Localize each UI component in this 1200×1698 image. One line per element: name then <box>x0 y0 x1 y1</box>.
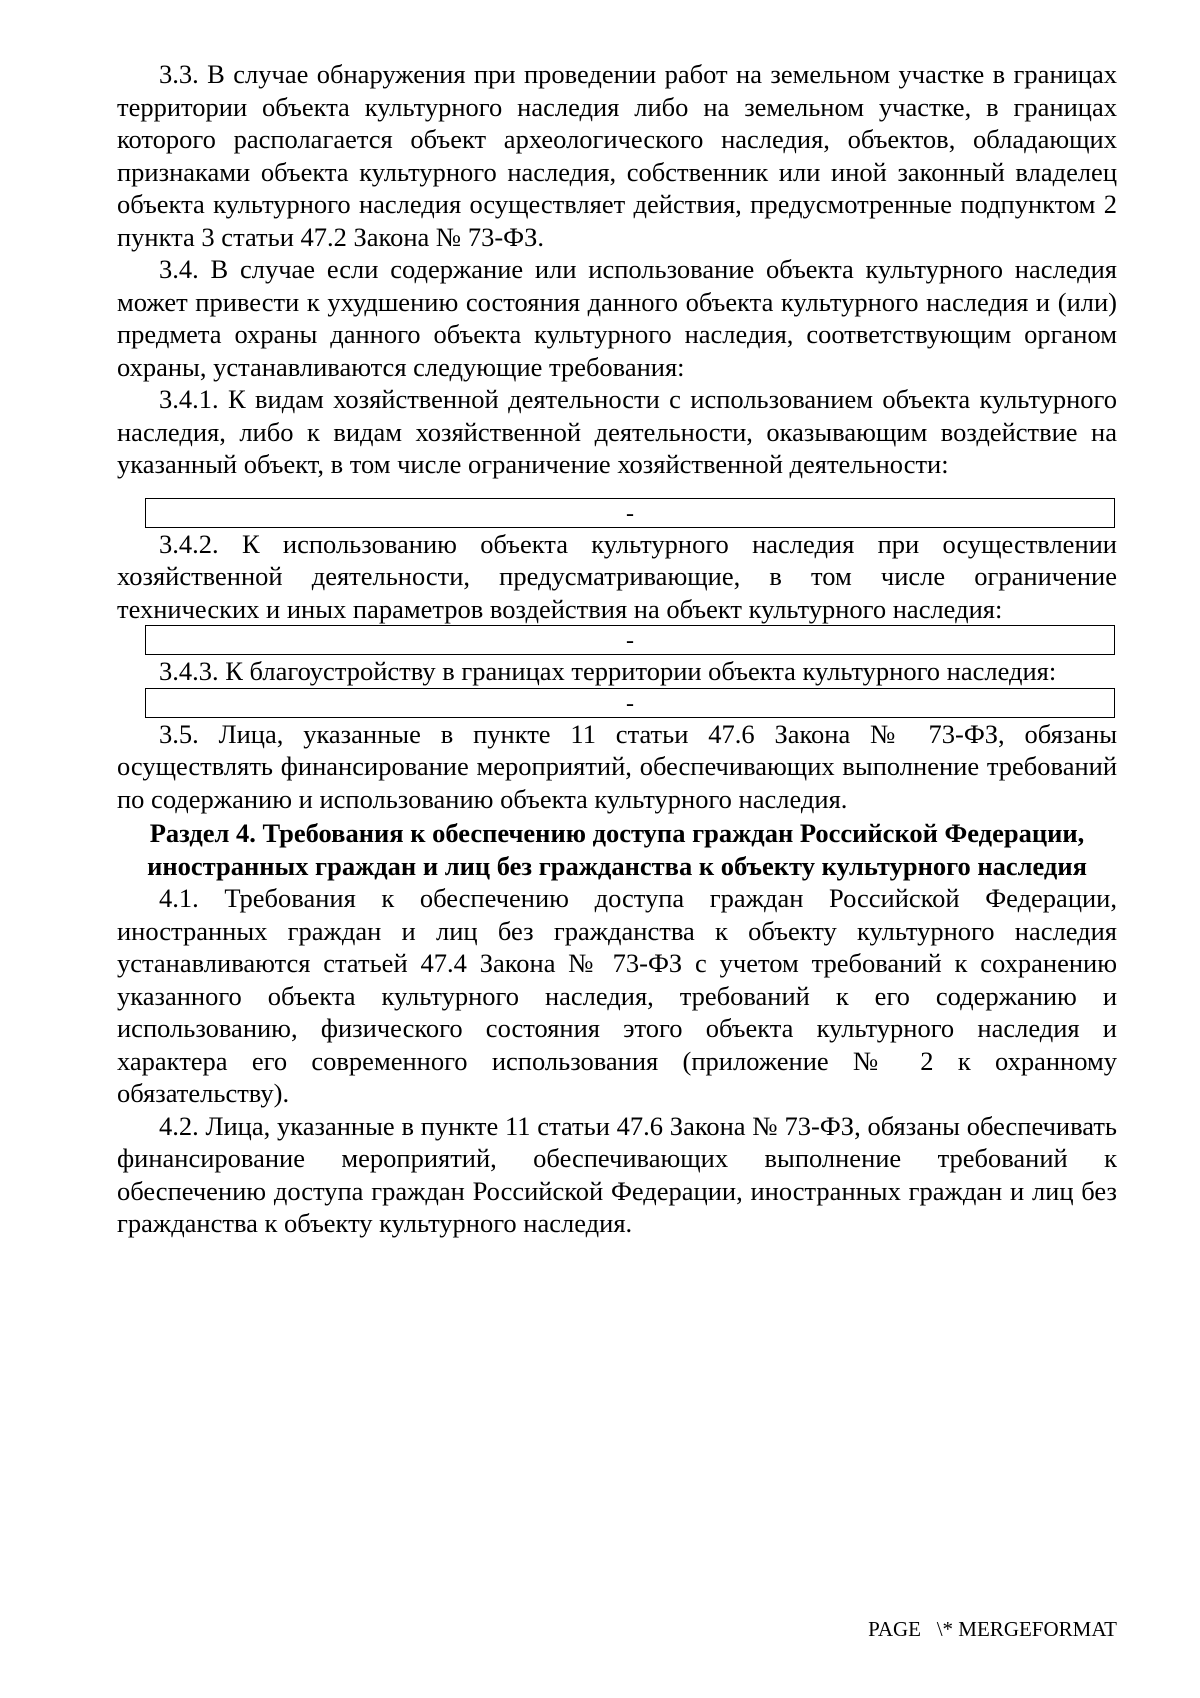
paragraph-3-3: 3.3. В случае обнаружения при проведении работ на земельном участке в границах территории объекта культурного наследия либо на земельном участке, в границах которого располагается объект археологического наследия, объектов, обладающих признаками объекта культурного наследия, собственник или иной законный владелец объекта культурного наследия осуществляет действия, предусмотренные подпунктом 2 пункта 3 статьи 47.2 Закона № 73-ФЗ. <box>117 59 1117 252</box>
paragraph-4-1: 4.1. Требования к обеспечению доступа граждан Российской Федерации, иностранных граждан и лиц без гражданства к объекту культурного наследия устанавливаются статьей 47.4 Закона № 73-ФЗ с учетом требований к сохранению указанного объекта культурного наследия, требований к его содержанию и использованию, физического состояния этого объекта культурного наследия и характера его современного использования (приложение № 2 к охранному обязательству). <box>117 883 1117 1108</box>
requirement-field-3-4-1: - <box>145 498 1115 528</box>
paragraph-3-5: 3.5. Лица, указанные в пункте 11 статьи 47.6 Закона № 73-ФЗ, обязаны осуществлять финансирование мероприятий, обеспечивающих выполнение требований по содержанию и использованию объекта культурного наследия. <box>117 718 1117 814</box>
section-4-heading: Раздел 4. Требования к обеспечению доступа граждан Российской Федерации, иностранных граждан и лиц без гражданства к объекту культурного наследия <box>147 818 1087 881</box>
paragraph-3-4-2: 3.4.2. К использованию объекта культурного наследия при осуществлении хозяйственной деятельности, предусматривающие, в том числе ограничение технических и иных параметров воздействия на объект культурного наследия: <box>117 528 1117 624</box>
document-page <box>117 58 1117 1240</box>
paragraph-3-4: 3.4. В случае если содержание или использование объекта культурного наследия может привести к ухудшению состояния данного объекта культурного наследия и (или) предмета охраны данного объекта культурного наследия, соответствующим органом охраны, устанавливаются следующие требования: <box>117 254 1117 382</box>
page-number-field: PAGE \* MERGEFORMAT <box>868 1617 1117 1641</box>
paragraph-4-2: 4.2. Лица, указанные в пункте 11 статьи 47.6 Закона № 73-ФЗ, обязаны обеспечивать финансирование мероприятий, обеспечивающих выполнение требований к обеспечению доступа граждан Российской Федерации, иностранных граждан и лиц без гражданства к объекту культурного наследия. <box>117 1110 1117 1238</box>
paragraph-3-4-3: 3.4.3. К благоустройству в границах территории объекта культурного наследия: <box>159 656 1057 686</box>
requirement-field-3-4-2: - <box>145 625 1115 655</box>
requirement-field-3-4-3: - <box>145 688 1115 718</box>
paragraph-3-4-1: 3.4.1. К видам хозяйственной деятельности с использованием объекта культурного наследия, либо к видам хозяйственной деятельности, оказывающим воздействие на указанный объект, в том числе ограничение хозяйственной деятельности: <box>117 384 1117 479</box>
spacer <box>117 481 1117 498</box>
